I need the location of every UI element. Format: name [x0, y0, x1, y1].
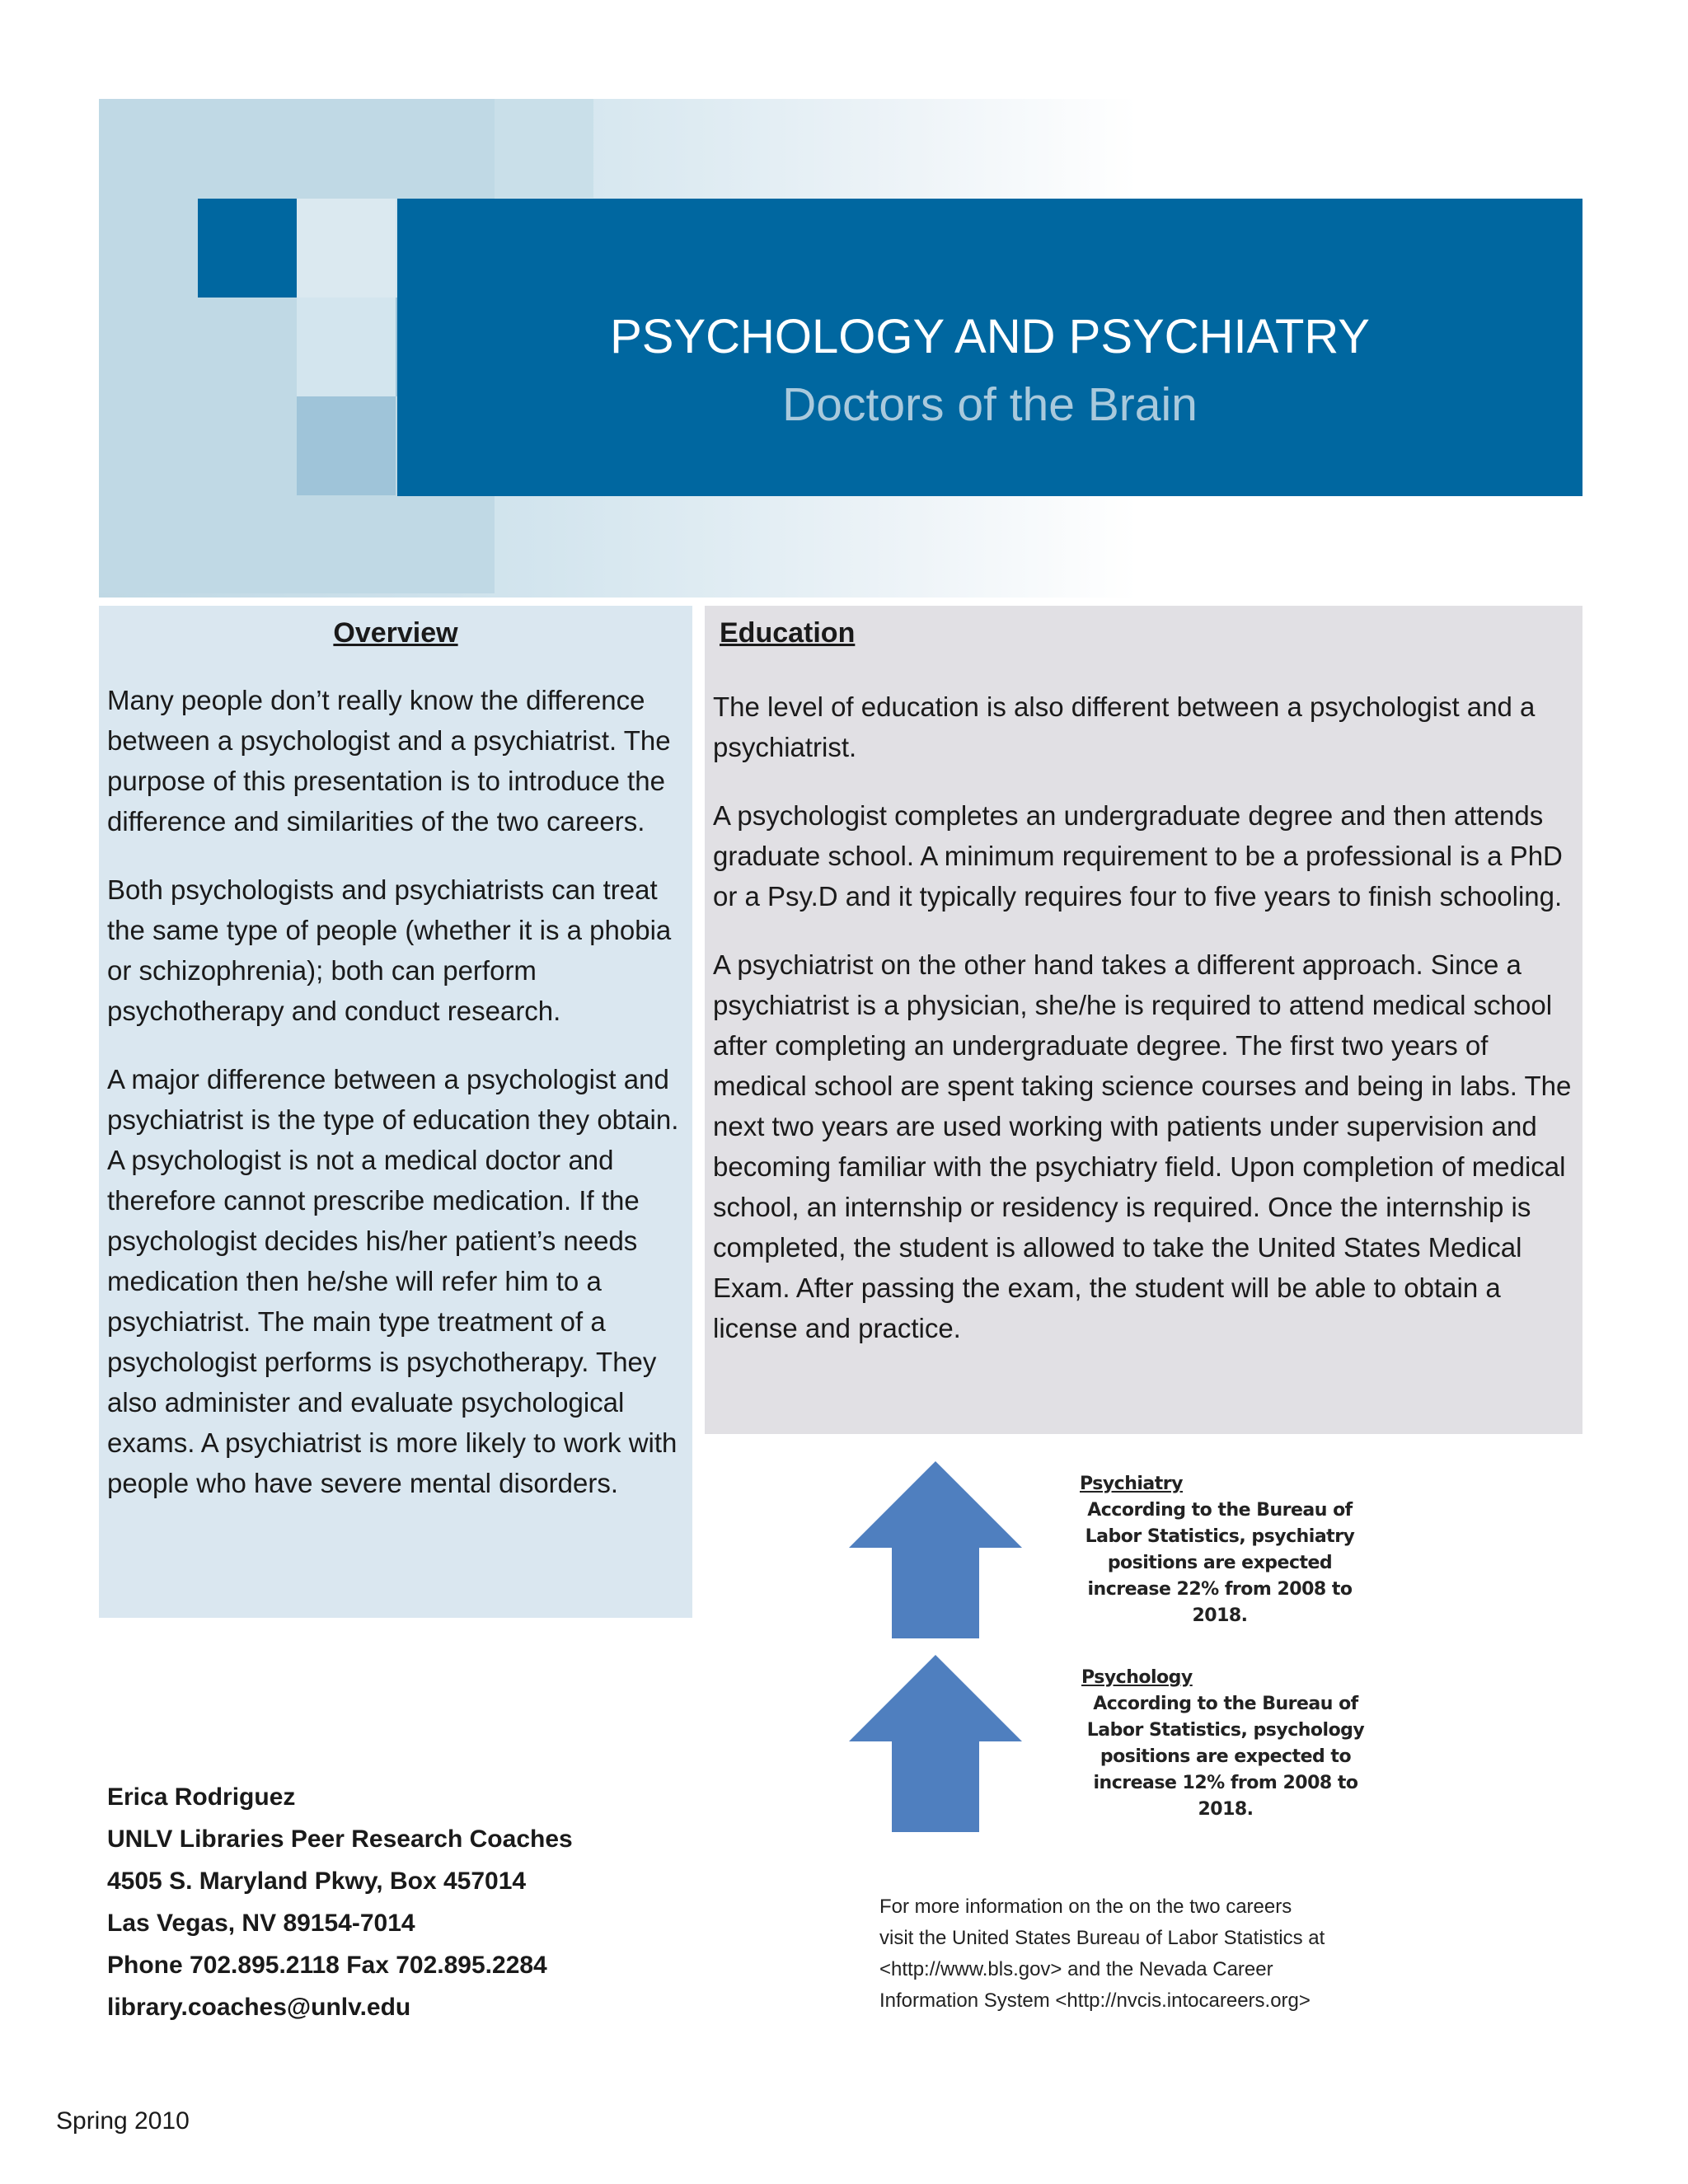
- page-subtitle: Doctors of the Brain: [782, 378, 1198, 431]
- education-paragraph: The level of education is also different between a psychologist and a psychiatrist.: [713, 691, 1536, 762]
- more-info-line: visit the United States Bureau of Labor Statistics at: [879, 1927, 1325, 1949]
- decor-square: [297, 199, 396, 298]
- contact-address: 4505 S. Maryland Pkwy, Box 457014: [107, 1868, 527, 1895]
- decor-square: [495, 99, 593, 198]
- psychiatry-stat-text: According to the Bureau of Labor Statistics, psychiatry positions are expected increase 22% from 2008 to 2018.: [1085, 1500, 1355, 1626]
- overview-section: [99, 606, 692, 1618]
- up-arrow-icon: [849, 1461, 1022, 1638]
- decor-square: [198, 199, 297, 298]
- psychiatry-stat-label: Psychiatry: [1080, 1474, 1183, 1494]
- psychology-stat: [1081, 1665, 1370, 1823]
- contact-info: [107, 1776, 573, 2028]
- more-info-line: For more information on the on the two careers: [879, 1896, 1292, 1918]
- more-info: [879, 1891, 1456, 2017]
- psychology-stat-label: Psychology: [1081, 1667, 1193, 1688]
- overview-paragraph: Many people don’t really know the difference between a psychologist and a psychiatrist. The purpose of this presentation is to introduce the difference and similarities of the two careers.: [107, 685, 671, 837]
- page-title: PSYCHOLOGY AND PSYCHIATRY: [610, 310, 1370, 363]
- more-info-line[interactable]: Information System <http://nvcis.intocareers.org>: [879, 1990, 1311, 2012]
- decor-square: [297, 298, 396, 396]
- education-heading: Education: [720, 617, 856, 649]
- footer-date: Spring 2010: [56, 2107, 190, 2135]
- psychiatry-stat: [1080, 1471, 1360, 1629]
- contact-org: UNLV Libraries Peer Research Coaches: [107, 1825, 573, 1853]
- education-paragraph: A psychologist completes an undergraduate degree and then attends graduate school. A minimum requirement to be a professional is a PhD or a Psy.D and it typically requires four to five years to finish schooling.: [713, 800, 1563, 912]
- contact-name: Erica Rodriguez: [107, 1783, 296, 1811]
- education-section: [705, 606, 1582, 1434]
- decor-square: [297, 396, 396, 495]
- education-paragraph: A psychiatrist on the other hand takes a different approach. Since a psychiatrist is a physician, she/he is required to attend medical school after completing an undergraduate degree. The first two years of medical school are spent taking science courses and being in labs. The next two years are used working with patients under supervision and becoming familiar with the psychiatry field. Upon completion of medical school, an internship or residency is required. Once the internship is completed, the student is allowed to take the United States Medical Exam. After passing the exam, the student will be able to obtain a license and practice.: [713, 949, 1572, 1343]
- contact-email[interactable]: library.coaches@unlv.edu: [107, 1994, 411, 2021]
- psychology-stat-text: According to the Bureau of Labor Statistics, psychology positions are expected to increase 12% from 2008 to 2018.: [1086, 1694, 1365, 1820]
- contact-phone: Phone 702.895.2118 Fax 702.895.2284: [107, 1952, 547, 1979]
- more-info-line[interactable]: <http://www.bls.gov> and the Nevada Career: [879, 1958, 1273, 1980]
- overview-paragraph: A major difference between a psychologist and psychiatrist is the type of education they obtain. A psychologist is not a medical doctor and therefore cannot prescribe medication. If the psychologist decides his/her patient’s needs medication then he/she will refer him to a psychiatrist. The main type treatment of a psychologist performs is psychotherapy. They also administer and evaluate psychological exams. A psychiatrist is more likely to work with people who have severe mental disorders.: [107, 1064, 679, 1498]
- up-arrow-icon: [849, 1655, 1022, 1832]
- overview-paragraph: Both psychologists and psychiatrists can treat the same type of people (whether it is a phobia or schizophrenia); both can perform psychotherapy and conduct research.: [107, 874, 672, 1026]
- contact-city: Las Vegas, NV 89154-7014: [107, 1910, 415, 1937]
- overview-heading: Overview: [333, 617, 458, 649]
